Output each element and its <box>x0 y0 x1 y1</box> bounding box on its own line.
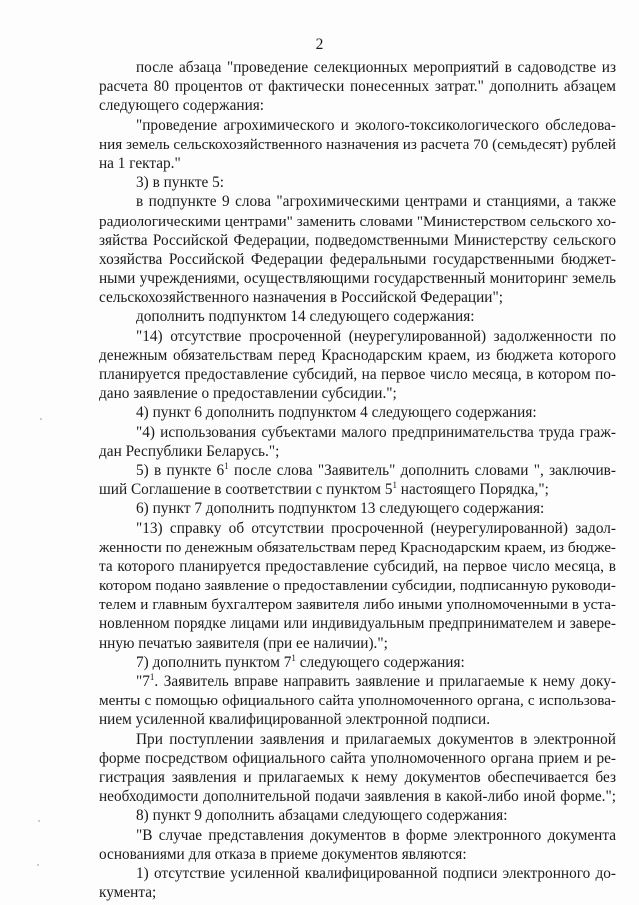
text-line <box>99 653 616 672</box>
scan-speck <box>37 864 39 866</box>
text-line <box>99 519 616 538</box>
line-text: настоящего Порядка,"; <box>396 481 549 499</box>
text-line <box>99 499 616 518</box>
text-line <box>99 250 616 269</box>
text-line <box>99 365 616 384</box>
text-line <box>99 672 616 691</box>
line-text: хозяйства Российской Федерации федеральными государственными бюджет- <box>99 250 616 268</box>
superscript: 1 <box>392 480 397 491</box>
line-text: после абзаца "проведение селекционных мероприятий в садоводстве из <box>136 59 616 76</box>
text-line <box>99 77 616 96</box>
line-text: женности по денежным обязательствам перед Краснодарским краем, из бюдже- <box>99 538 616 556</box>
text-line <box>99 595 616 614</box>
line-text: нную печатью заявителя (при ее наличии)."; <box>99 634 388 652</box>
text-line <box>99 538 616 557</box>
line-text: ший Соглашение в соответствии с пунктом 5 <box>99 481 393 499</box>
line-text: 7) дополнить пунктом 7 <box>136 653 292 671</box>
line-text: "13) справку об отсутствии просроченной (неурегулированной) задол- <box>136 519 616 537</box>
line-text: следующего содержания: <box>99 97 265 115</box>
text-line <box>99 442 616 461</box>
line-text: телем и главным бухгалтером заявителя либо иными уполномоченными в уста- <box>99 596 616 614</box>
text-line <box>99 307 616 326</box>
scan-speck <box>40 418 42 420</box>
superscript: 1 <box>149 672 155 682</box>
text-line <box>99 710 616 729</box>
text-line <box>99 480 616 499</box>
text-line <box>99 288 616 307</box>
line-text: 5) в пункте 6 <box>136 461 225 479</box>
line-text: в подпункте 9 слова "агрохимическими центрами и станциями, а также <box>136 193 616 211</box>
line-text: планируется предоставление субсидий, на первое число месяца, в котором по- <box>99 366 616 383</box>
line-text: 3) в пункте 5: <box>136 174 225 192</box>
line-text: необходимости дополнительной подачи заявления в какой-либо иной форме."; <box>99 788 616 806</box>
text-line <box>99 576 616 595</box>
line-text: 6) пункт 7 дополнить подпунктом 13 следующего содержания: <box>136 500 545 518</box>
line-text: 8) пункт 9 дополнить абзацами следующего содержания: <box>136 807 508 825</box>
superscript: 1 <box>291 652 296 663</box>
text-line <box>99 423 616 442</box>
line-text: гистрация заявления и прилагаемых к нему документов обеспечивается без <box>99 768 616 786</box>
line-text: дано заявление о предоставлении субсидии."; <box>99 385 397 403</box>
document-body <box>99 58 616 902</box>
line-text: на 1 гектар." <box>99 154 181 172</box>
line-text: форме посредством официального сайта уполномоченного органа прием и ре- <box>99 749 616 767</box>
text-line <box>99 154 616 173</box>
text-line <box>99 135 616 154</box>
text-line <box>99 614 616 633</box>
text-line <box>99 192 616 211</box>
scan-speck <box>38 820 40 822</box>
line-text: зяйства Российской Федерации, подведомственными Министерству сельского <box>99 231 616 249</box>
page-number: 2 <box>315 36 324 53</box>
text-line <box>99 691 616 710</box>
text-line <box>99 96 616 115</box>
text-line <box>99 864 616 883</box>
text-line <box>99 212 616 231</box>
line-text: . Заявитель вправе направить заявление и прилагаемые к нему доку- <box>154 673 616 690</box>
line-text: основаниями для отказа в приеме документов являются: <box>99 845 467 863</box>
text-line <box>99 116 616 135</box>
text-line <box>99 269 616 288</box>
line-text: "проведение агрохимического и эколого-токсикологического обследова- <box>136 116 616 134</box>
line-text: "4) использования субъектами малого предпринимательства труда граж- <box>136 423 616 441</box>
text-line <box>99 461 616 480</box>
text-line <box>99 403 616 422</box>
line-text: после слова "Заявитель" дополнить словами ", заключив- <box>228 461 617 479</box>
text-line <box>99 327 616 346</box>
line-text: При поступлении заявления и прилагаемых документов в электронной <box>136 730 616 748</box>
line-text: следующего содержания: <box>295 653 465 671</box>
line-text: 1) отсутствие усиленной квалифицированной подписи электронного до- <box>136 864 616 882</box>
text-line <box>99 768 616 787</box>
line-text: новленном порядке лицами или индивидуальным предпринимателем и завере- <box>99 615 616 633</box>
line-text: ными учреждениями, осуществляющими государственный мониторинг земель <box>99 270 616 288</box>
line-text: денежным обязательствам перед Краснодарским краем, из бюджета которого <box>99 346 616 364</box>
line-text: радиологическими центрами" заменить словами "Министерством сельского хо- <box>99 212 616 230</box>
text-line <box>99 730 616 749</box>
text-line <box>99 845 616 864</box>
line-text: котором подано заявление о предоставлении субсидии, подписанную руководи- <box>99 577 616 595</box>
line-text: сельскохозяйственного назначения в Российской Федерации"; <box>99 289 503 307</box>
text-line <box>99 384 616 403</box>
line-text: нием усиленной квалифицированной электронной подписи. <box>99 711 491 729</box>
text-line <box>99 826 616 845</box>
line-text: "В случае представления документов в форме электронного документа <box>136 826 616 844</box>
line-text: "14) отсутствие просроченной (неурегулированной) задолженности по <box>136 327 616 345</box>
text-line <box>99 231 616 250</box>
line-text: "7 <box>136 673 150 690</box>
line-text: расчета 80 процентов от фактически понесенных затрат." дополнить абзацем <box>99 78 616 96</box>
text-line <box>99 173 616 192</box>
text-line <box>99 346 616 365</box>
line-text: дан Республики Беларусь."; <box>99 442 280 460</box>
superscript: 1 <box>224 460 229 471</box>
text-line <box>99 883 616 902</box>
text-line <box>99 806 616 825</box>
text-line <box>99 749 616 768</box>
text-line <box>99 58 616 77</box>
line-text: 4) пункт 6 дополнить подпунктом 4 следующего содержания: <box>136 404 537 422</box>
text-line <box>99 634 616 653</box>
text-line <box>99 557 616 576</box>
text-line <box>99 787 616 806</box>
line-text: кумента; <box>99 884 157 902</box>
line-text: дополнить подпунктом 14 следующего содержания: <box>136 308 475 326</box>
line-text: менты с помощью официального сайта уполномоченного органа, с использова- <box>99 692 616 710</box>
line-text: та которого планируется предоставление субсидий, на первое число месяца, в <box>99 557 616 575</box>
line-text: ния земель сельскохозяйственного назначения из расчета 70 (семьдесят) рублей <box>99 135 617 153</box>
